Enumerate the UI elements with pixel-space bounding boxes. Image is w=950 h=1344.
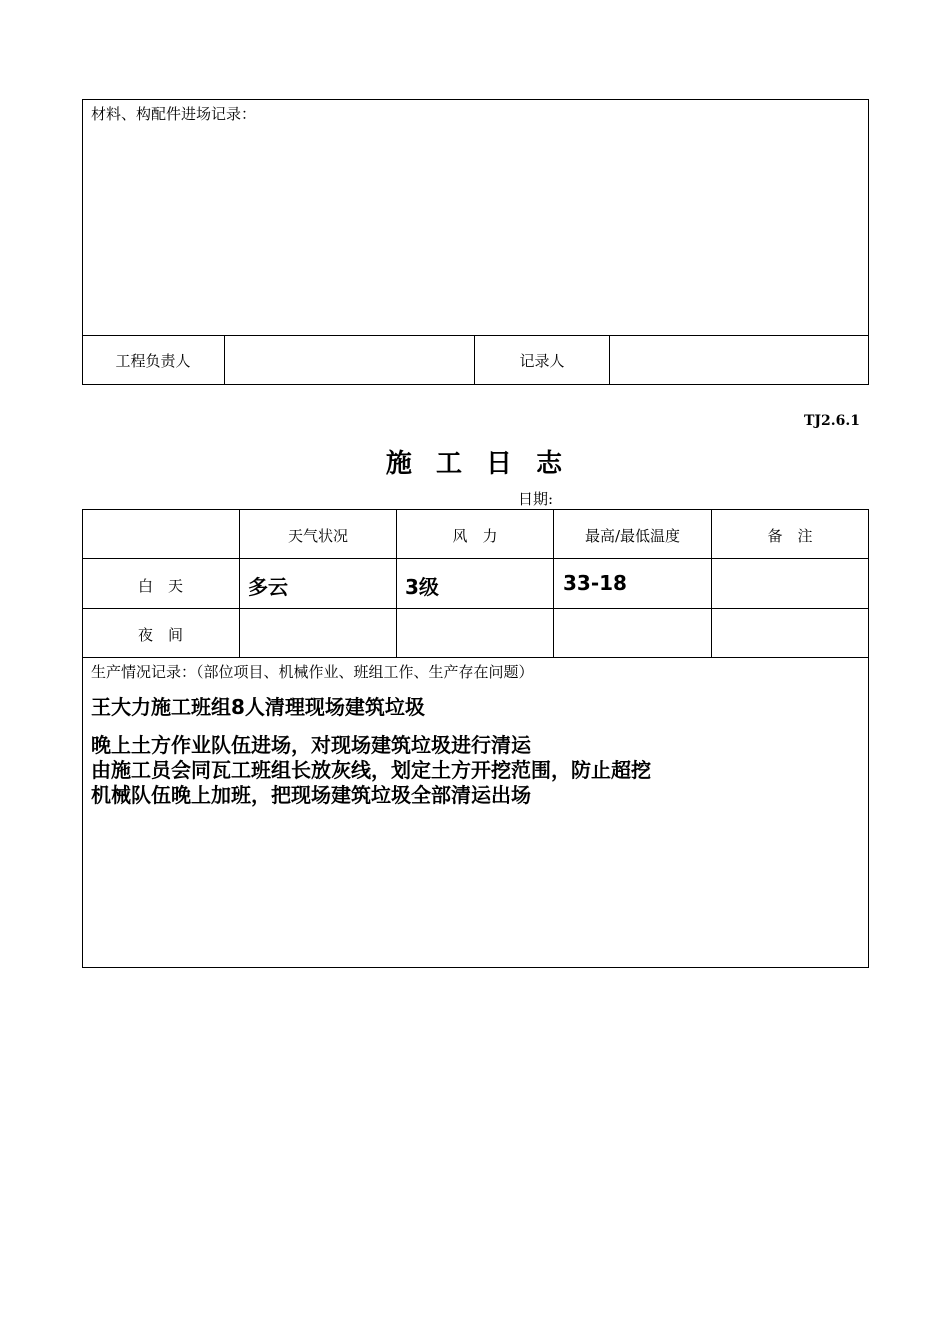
night-weather-value[interactable]	[240, 609, 396, 657]
day-temp-value[interactable]: 33-18	[563, 571, 627, 595]
row-label-day: 白 天	[137, 577, 183, 595]
header-wind: 风 力	[452, 527, 498, 545]
weather-row-divider-3	[82, 657, 869, 658]
production-line-1: 王大力施工班组8人清理现场建筑垃圾	[91, 695, 425, 719]
recorder-label: 记录人	[519, 352, 565, 370]
page-title: 施 工 日 志	[385, 449, 565, 479]
date-label: 日期:	[518, 490, 554, 508]
production-line-2: 晚上土方作业队伍进场，对现场建筑垃圾进行清运	[91, 733, 531, 757]
production-line-4: 机械队伍晚上加班，把现场建筑垃圾全部清运出场	[91, 783, 531, 807]
day-wind-value[interactable]: 3级	[405, 575, 439, 599]
production-line-3: 由施工员会同瓦工班组长放灰线，划定土方开挖范围，防止超挖	[91, 758, 651, 782]
header-weather: 天气状况	[287, 527, 348, 545]
engineer-signature-field[interactable]	[225, 336, 474, 384]
header-note: 备 注	[767, 527, 813, 545]
engineer-label: 工程负责人	[115, 352, 191, 370]
night-note-value[interactable]	[712, 609, 868, 657]
day-note-value[interactable]	[712, 559, 868, 608]
row-label-night: 夜 间	[137, 626, 183, 644]
night-temp-value[interactable]	[554, 609, 711, 657]
materials-label: 材料、构配件进场记录：	[91, 105, 257, 123]
header-temperature: 最高/最低温度	[584, 527, 681, 545]
recorder-signature-field[interactable]	[610, 336, 868, 384]
doc-code: TJ2.6.1	[803, 413, 860, 429]
night-wind-value[interactable]	[397, 609, 553, 657]
production-label: 生产情况记录：（部位项目、机械作业、班组工作、生产存在问题）	[91, 663, 534, 681]
day-weather-value[interactable]: 多云	[248, 575, 288, 599]
